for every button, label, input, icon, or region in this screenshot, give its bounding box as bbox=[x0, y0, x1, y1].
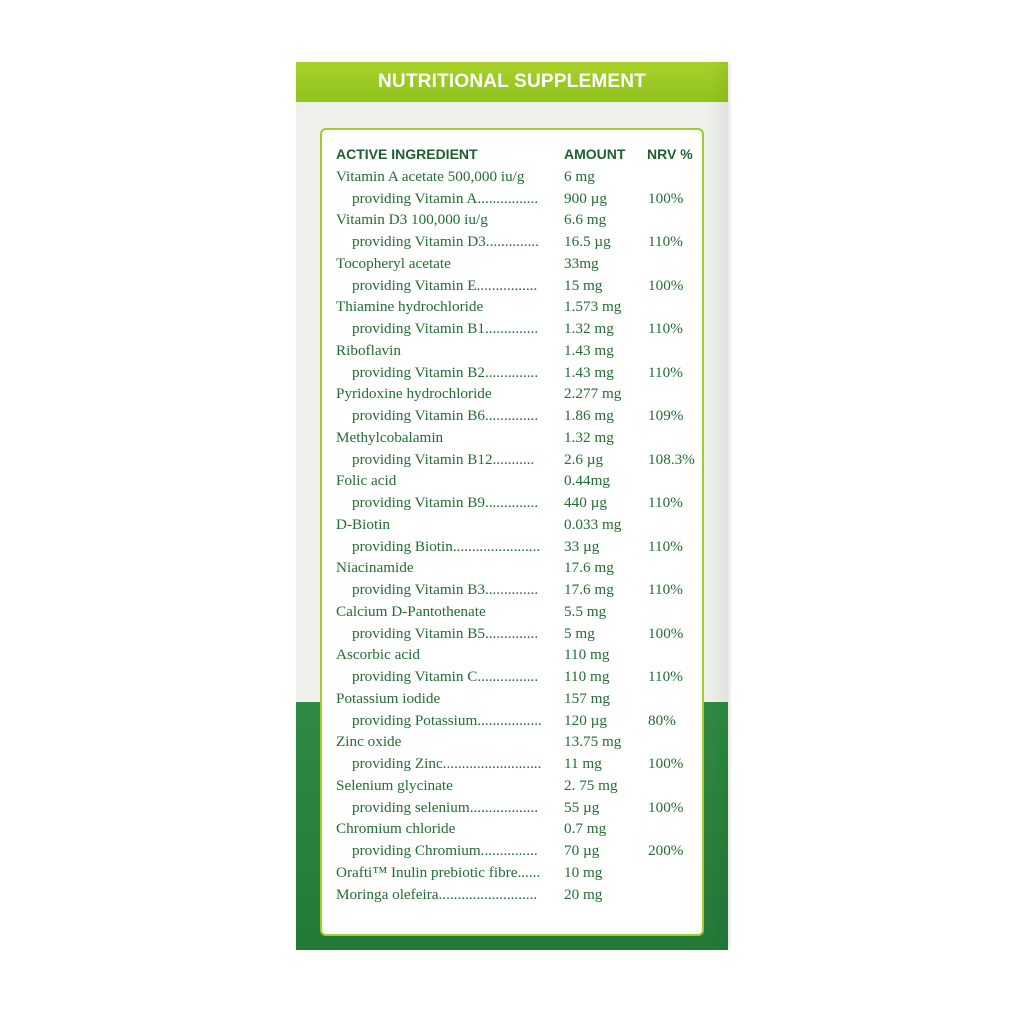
nrv-cell: 100% bbox=[648, 276, 684, 294]
amount-cell: 10 mg bbox=[564, 863, 603, 881]
ingredient-cell: Methylcobalamin bbox=[336, 428, 444, 446]
ingredient-cell: providing Vitamin B1.............. bbox=[352, 320, 539, 337]
amount-cell: 900 µg bbox=[564, 189, 607, 207]
amount-cell: 6.6 mg bbox=[564, 211, 607, 229]
table-header bbox=[336, 144, 696, 166]
table-row bbox=[336, 470, 696, 492]
ingredient-cell: Vitamin A acetate 500,000 iu/g bbox=[336, 167, 525, 185]
table-row bbox=[336, 253, 696, 275]
amount-cell: 11 mg bbox=[564, 755, 602, 772]
ingredient-cell: providing Zinc.......................... bbox=[352, 755, 542, 772]
nrv-cell: 100% bbox=[648, 798, 684, 816]
ingredient-cell: providing Potassium................. bbox=[352, 711, 542, 729]
table-row bbox=[336, 884, 696, 906]
ingredient-cell: providing Biotin....................... bbox=[352, 537, 541, 555]
amount-cell: 1.43 mg bbox=[564, 341, 614, 359]
ingredient-cell: Ascorbic acid bbox=[336, 646, 420, 664]
amount-cell: 6 mg bbox=[564, 167, 595, 185]
header-nrv: NRV % bbox=[647, 146, 693, 162]
table-row bbox=[336, 166, 696, 188]
table-row bbox=[336, 818, 696, 840]
table-row bbox=[336, 775, 696, 797]
ingredient-cell: providing Vitamin B6.............. bbox=[352, 407, 539, 424]
ingredients-panel bbox=[320, 128, 704, 936]
ingredient-cell: Calcium D-Pantothenate bbox=[336, 602, 486, 620]
ingredient-cell: providing Vitamin B9.............. bbox=[352, 494, 539, 511]
ingredient-cell: Vitamin D3 100,000 iu/g bbox=[336, 211, 488, 229]
nrv-cell: 108.3% bbox=[648, 450, 695, 468]
table-row bbox=[336, 623, 696, 645]
header-title: NUTRITIONAL SUPPLEMENT bbox=[378, 71, 646, 92]
ingredient-cell: Thiamine hydrochloride bbox=[336, 298, 484, 316]
ingredient-cell: Potassium iodide bbox=[336, 689, 441, 707]
ingredient-cell: providing Vitamin E................ bbox=[352, 276, 538, 294]
table-row bbox=[336, 275, 696, 297]
amount-cell: 120 µg bbox=[564, 711, 607, 729]
header-ingredient: ACTIVE INGREDIENT bbox=[336, 146, 478, 162]
header-band bbox=[296, 62, 728, 102]
ingredient-cell: providing Chromium............... bbox=[352, 842, 538, 859]
table-row bbox=[336, 449, 696, 471]
table-row bbox=[336, 644, 696, 666]
table-row bbox=[336, 209, 696, 231]
table-row bbox=[336, 601, 696, 623]
ingredient-cell: D-Biotin bbox=[336, 515, 391, 533]
ingredient-cell: providing Vitamin D3.............. bbox=[352, 233, 539, 250]
amount-cell: 13.75 mg bbox=[564, 733, 622, 751]
nrv-cell: 110% bbox=[648, 320, 683, 337]
header-amount: AMOUNT bbox=[564, 146, 626, 162]
nrv-cell: 80% bbox=[648, 711, 676, 729]
nrv-cell: 100% bbox=[648, 189, 684, 207]
amount-cell: 0.7 mg bbox=[564, 820, 607, 838]
nrv-cell: 110% bbox=[648, 494, 683, 511]
table-row bbox=[336, 318, 696, 340]
table-row bbox=[336, 427, 696, 449]
nrv-cell: 100% bbox=[648, 624, 684, 642]
ingredient-cell: Pyridoxine hydrochloride bbox=[336, 385, 492, 403]
table-row bbox=[336, 188, 696, 210]
ingredient-cell: providing Vitamin B3.............. bbox=[352, 581, 539, 598]
table-row bbox=[336, 383, 696, 405]
nrv-cell: 110% bbox=[648, 581, 683, 598]
ingredient-cell: Moringa olefeira.......................... bbox=[336, 885, 538, 903]
table-row bbox=[336, 514, 696, 536]
ingredient-cell: Selenium glycinate bbox=[336, 776, 453, 794]
amount-cell: 5 mg bbox=[564, 624, 595, 642]
table-row bbox=[336, 296, 696, 318]
table-row bbox=[336, 362, 696, 384]
table-row bbox=[336, 753, 696, 775]
amount-cell: 1.86 mg bbox=[564, 407, 614, 424]
table-row bbox=[336, 840, 696, 862]
amount-cell: 1.32 mg bbox=[564, 428, 614, 446]
nrv-cell: 110% bbox=[648, 537, 683, 555]
amount-cell: 0.44mg bbox=[564, 472, 610, 490]
table-row bbox=[336, 536, 696, 558]
amount-cell: 157 mg bbox=[564, 689, 610, 707]
amount-cell: 20 mg bbox=[564, 885, 603, 903]
table-row bbox=[336, 710, 696, 732]
table-row bbox=[336, 731, 696, 753]
table-row bbox=[336, 579, 696, 601]
ingredient-cell: providing Vitamin B2.............. bbox=[352, 363, 539, 381]
ingredients-table bbox=[336, 144, 696, 905]
ingredient-cell: Tocopheryl acetate bbox=[336, 254, 451, 272]
amount-cell: 0.033 mg bbox=[564, 515, 622, 533]
table-row bbox=[336, 862, 696, 884]
table-row bbox=[336, 340, 696, 362]
amount-cell: 110 mg bbox=[564, 646, 610, 664]
nrv-cell: 200% bbox=[648, 842, 684, 859]
ingredient-cell: Riboflavin bbox=[336, 341, 401, 359]
ingredient-cell: Orafti™ Inulin prebiotic fibre...... bbox=[336, 863, 541, 881]
nrv-cell: 110% bbox=[648, 233, 683, 250]
amount-cell: 110 mg bbox=[564, 668, 610, 685]
table-row bbox=[336, 797, 696, 819]
nrv-cell: 109% bbox=[648, 407, 684, 424]
table-row bbox=[336, 666, 696, 688]
amount-cell: 2. 75 mg bbox=[564, 776, 618, 794]
amount-cell: 5.5 mg bbox=[564, 602, 607, 620]
table-row bbox=[336, 688, 696, 710]
ingredient-cell: providing selenium.................. bbox=[352, 798, 539, 816]
table-row bbox=[336, 557, 696, 579]
amount-cell: 17.6 mg bbox=[564, 581, 614, 598]
ingredient-rows bbox=[336, 166, 696, 906]
amount-cell: 16.5 µg bbox=[564, 233, 611, 250]
ingredient-cell: providing Vitamin B12........... bbox=[352, 450, 535, 468]
ingredient-cell: Folic acid bbox=[336, 472, 397, 490]
nrv-cell: 110% bbox=[648, 668, 683, 685]
amount-cell: 1.43 mg bbox=[564, 363, 614, 381]
amount-cell: 55 µg bbox=[564, 798, 600, 816]
ingredient-cell: Zinc oxide bbox=[336, 733, 402, 751]
table-row bbox=[336, 492, 696, 514]
amount-cell: 17.6 mg bbox=[564, 559, 614, 577]
nrv-cell: 110% bbox=[648, 363, 683, 381]
ingredient-cell: Chromium chloride bbox=[336, 820, 456, 838]
amount-cell: 2.277 mg bbox=[564, 385, 622, 403]
ingredient-cell: providing Vitamin B5.............. bbox=[352, 624, 539, 642]
nrv-cell: 100% bbox=[648, 755, 684, 772]
amount-cell: 1.573 mg bbox=[564, 298, 622, 316]
amount-cell: 2.6 µg bbox=[564, 450, 604, 468]
amount-cell: 1.32 mg bbox=[564, 320, 614, 337]
amount-cell: 70 µg bbox=[564, 842, 600, 859]
supplement-box bbox=[296, 62, 728, 950]
amount-cell: 15 mg bbox=[564, 276, 603, 294]
ingredient-cell: providing Vitamin C................ bbox=[352, 668, 539, 685]
amount-cell: 33mg bbox=[564, 254, 599, 272]
table-row bbox=[336, 405, 696, 427]
table-row bbox=[336, 231, 696, 253]
ingredient-cell: Niacinamide bbox=[336, 559, 414, 577]
amount-cell: 33 µg bbox=[564, 537, 600, 555]
ingredient-cell: providing Vitamin A................ bbox=[352, 189, 539, 207]
amount-cell: 440 µg bbox=[564, 494, 607, 511]
